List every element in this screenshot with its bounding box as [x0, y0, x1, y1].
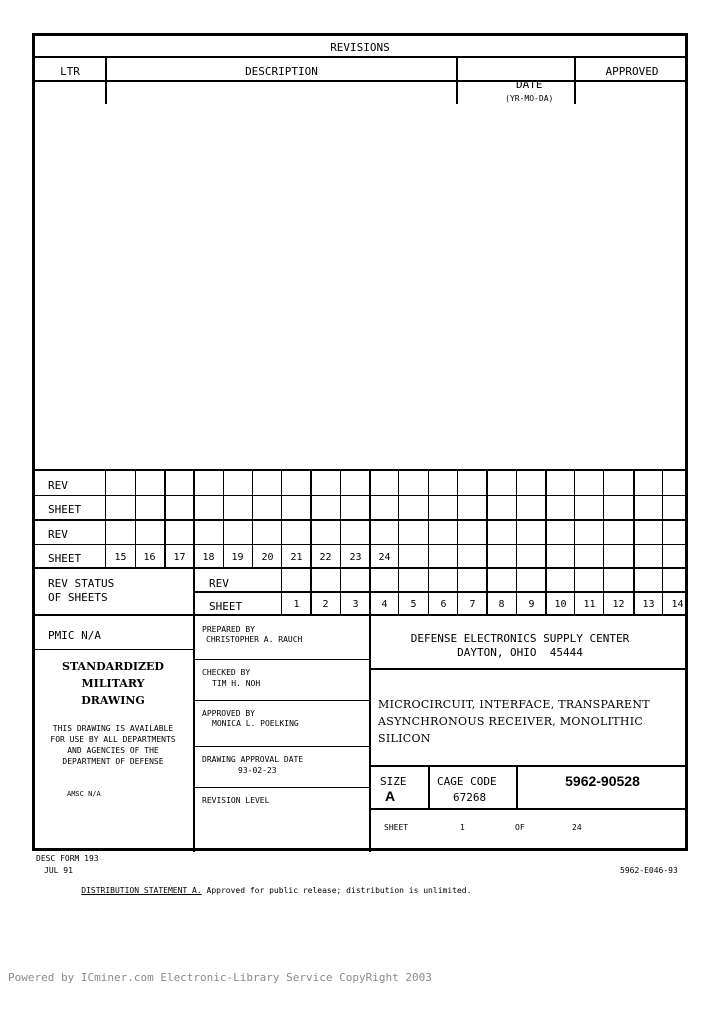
approved-by-label: APPROVED BY: [202, 709, 255, 718]
col-date-header: [458, 65, 574, 117]
approved-by-name: MONICA L. POELKING: [212, 719, 299, 728]
sheet-num-13: 13: [642, 599, 655, 610]
sheet-num-23: 23: [349, 552, 362, 563]
sheet-num-18: 18: [202, 552, 215, 563]
col-date-label: DATE: [516, 78, 543, 91]
agency-line1: DEFENSE ELECTRONICS SUPPLY CENTER: [410, 632, 630, 645]
distribution-statement: [62, 877, 471, 904]
prepared-by-label: PREPARED BY: [202, 625, 255, 634]
form-number: DESC FORM 193: [36, 854, 99, 863]
form-date: JUL 91: [44, 866, 73, 875]
sheet-label: SHEET: [209, 600, 243, 613]
availability-line3: AND AGENCIES OF THE: [67, 746, 159, 755]
row-label-rev-2: REV: [48, 528, 68, 541]
distribution-statement-heading: DISTRIBUTION STATEMENT A.: [81, 886, 202, 895]
sheet-num-11: 11: [583, 599, 596, 610]
rev-status-label-line2: OF SHEETS: [48, 591, 108, 604]
sheet-label-bottom: SHEET: [384, 823, 409, 832]
approval-date-label: DRAWING APPROVAL DATE: [202, 755, 304, 764]
cage-code-label: CAGE CODE: [437, 775, 497, 788]
sheet-num-9: 9: [528, 599, 535, 610]
sheet-num-3: 3: [352, 599, 359, 610]
sheet-num-15: 15: [114, 552, 127, 563]
watermark-text: Powered by ICminer.com Electronic-Library Service CopyRight 2003: [8, 971, 432, 984]
sheet-num-12: 12: [612, 599, 625, 610]
smd-title-line1: STANDARDIZED: [62, 660, 164, 673]
row-label-rev-1: REV: [48, 479, 68, 492]
col-ltr-header: LTR: [60, 65, 80, 78]
sheet-num-16: 16: [143, 552, 156, 563]
checked-by-label: CHECKED BY: [202, 668, 251, 677]
distribution-statement-text: Approved for public release; distribution is unlimited.: [201, 886, 472, 895]
smd-title-line2: MILITARY: [81, 677, 145, 690]
sheet-num-10: 10: [554, 599, 567, 610]
agency-line2: DAYTON, OHIO 45444: [457, 646, 583, 659]
rev-status-label-line1: REV STATUS: [48, 577, 115, 590]
rev-label: REV: [209, 577, 229, 590]
checked-by-name: TIM H. NOH: [212, 679, 261, 688]
revision-level-label: REVISION LEVEL: [202, 796, 270, 805]
availability-line4: DEPARTMENT OF DEFENSE: [62, 757, 164, 766]
prepared-by-name: CHRISTOPHER A. RAUCH: [206, 635, 303, 644]
sheet-num-17: 17: [173, 552, 186, 563]
size-label: SIZE: [380, 775, 407, 788]
drawing-title-line3: SILICON: [378, 732, 431, 745]
sheet-num-21: 21: [290, 552, 303, 563]
sheet-num-14: 14: [671, 599, 684, 610]
sheet-num-4: 4: [381, 599, 388, 610]
sheet-value: 1: [460, 823, 465, 832]
sheet-num-22: 22: [319, 552, 332, 563]
availability-line2: FOR USE BY ALL DEPARTMENTS: [50, 735, 176, 744]
sheet-num-2: 2: [322, 599, 329, 610]
col-date-format: (YR-MO-DA): [505, 94, 554, 103]
sheet-num-6: 6: [440, 599, 447, 610]
col-description-header: DESCRIPTION: [245, 65, 318, 78]
smd-title-line3: DRAWING: [81, 694, 145, 707]
row-label-sheet-1: SHEET: [48, 503, 82, 516]
availability-line1: THIS DRAWING IS AVAILABLE: [52, 724, 174, 733]
cage-code-value: 67268: [453, 791, 487, 804]
size-value: A: [385, 788, 396, 804]
approval-date-value: 93-02-23: [238, 766, 277, 775]
sheet-num-20: 20: [261, 552, 274, 563]
sheet-num-5: 5: [410, 599, 417, 610]
revisions-title: REVISIONS: [330, 41, 390, 54]
drawing-title-line1: MICROCIRCUIT, INTERFACE, TRANSPARENT: [378, 698, 650, 711]
of-label: OF: [515, 823, 525, 832]
sheet-num-24: 24: [378, 552, 391, 563]
document-code: 5962-E046-93: [620, 866, 678, 875]
sheet-num-7: 7: [469, 599, 476, 610]
row-label-sheet-2: SHEET: [48, 552, 82, 565]
sheet-num-19: 19: [231, 552, 244, 563]
drawing-title-line2: ASYNCHRONOUS RECEIVER, MONOLITHIC: [378, 715, 644, 728]
amsc-label: AMSC N/A: [67, 790, 101, 798]
sheet-num-8: 8: [498, 599, 505, 610]
pmic-label: PMIC N/A: [48, 629, 101, 642]
col-approved-header: APPROVED: [605, 65, 659, 78]
sheet-num-1: 1: [293, 599, 300, 610]
drawing-number: 5962-90528: [565, 773, 640, 789]
sheet-total: 24: [572, 823, 582, 832]
